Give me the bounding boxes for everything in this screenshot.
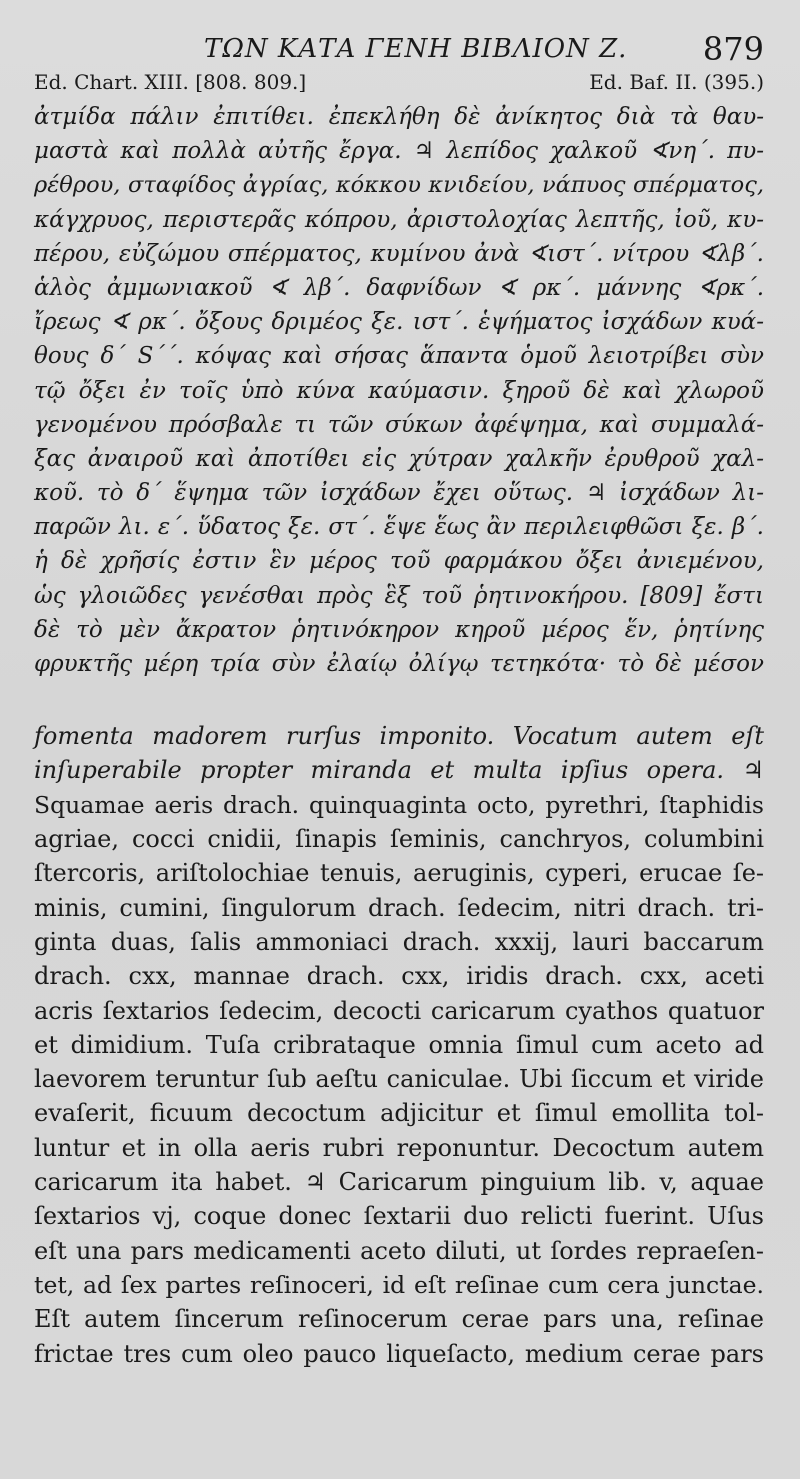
latin-italic-line: fomenta madorem rurſus imponito. Vocatum autem eſt — [34, 722, 764, 751]
greek-line: πέρου, εὐζώμου σπέρματος, κυμίνου ἀνὰ ∢ιστ΄. νίτρου ∢λβ΄. — [34, 240, 764, 267]
greek-line: τῷ ὄξει ἐν τοῖς ὑπὸ κύνα καύμασιν. ξηροῦ δὲ καὶ χλωροῦ — [34, 377, 764, 404]
latin-line: ginta duas, ſalis ammoniaci drach. xxxij, lauri baccarum — [34, 927, 764, 956]
latin-italic-line: inſuperabile propter miranda et multa ipſius opera. ♃ — [34, 756, 764, 785]
greek-line: ἡ δὲ χρῆσίς ἐστιν ἓν μέρος τοῦ φαρμάκου ὄξει ἀνιεμένου, — [34, 548, 764, 575]
latin-line: evaſerit, ficuum decoctum adjicitur et ſimul emollita tol- — [34, 1099, 764, 1128]
latin-line: luntur et in olla aeris rubri reponuntur. Decoctum autem — [34, 1133, 764, 1162]
latin-line: caricarum ita habet. ♃ Caricarum pinguium lib. v, aquae — [34, 1168, 764, 1197]
greek-line: γενομένου πρόσβαλε τι τῶν σύκων ἀφέψημα, καὶ συμμαλά- — [34, 411, 764, 438]
greek-line: δὲ τὸ μὲν ἄκρατον ῥητινόκηρον κηροῦ μέρος ἕν, ῥητίνης — [34, 616, 764, 643]
running-head — [34, 28, 764, 68]
greek-line: ἁλὸς ἀμμωνιακοῦ ∢ λβ΄. δαφνίδων ∢ ρκ΄. μάννης ∢ρκ΄. — [34, 274, 764, 301]
edition-right: Ed. Baf. II. (395.) — [589, 70, 764, 94]
latin-line: eſt una pars medicamenti aceto diluti, ut ſordes repraeſen- — [34, 1236, 764, 1265]
latin-text-block — [34, 719, 764, 1371]
greek-line: θους δ΄ S΄΄. κόψας καὶ σήσας ἅπαντα ὁμοῦ λειοτρίβει σὺν — [34, 343, 764, 370]
greek-line: ὡς γλοιῶδες γενέσθαι πρὸς ἓξ τοῦ ῥητινοκήρου. [809] ἔστι — [34, 582, 764, 609]
edition-left: Ed. Chart. XIII. [808. 809.] — [34, 70, 307, 94]
latin-line: ſtercoris, ariſtolochiae tenuis, aeruginis, cyperi, erucae ſe- — [34, 859, 764, 888]
greek-line: κάγχρυος, περιστερᾶς κόπρου, ἀριστολοχίας λεπτῆς, ἰοῦ, κυ- — [34, 206, 764, 233]
greek-line: μαστὰ καὶ πολλὰ αὐτῆς ἔργα. ♃ λεπίδος χαλκοῦ ∢νη΄. πυ- — [34, 138, 764, 165]
latin-line: drach. cxx, mannae drach. cxx, iridis drach. cxx, aceti — [34, 962, 764, 991]
greek-line: ξας ἀναιροῦ καὶ ἀποτίθει εἰς χύτραν χαλκῆν ἐρυθροῦ χαλ- — [34, 445, 764, 472]
greek-line: ἀτμίδα πάλιν ἐπιτίθει. ἐπεκλήθη δὲ ἀνίκητος διὰ τὰ θαυ- — [34, 104, 764, 130]
latin-line: ſextarios vj, coque donec ſextarii duo relicti fuerint. Uſus — [34, 1202, 764, 1231]
page-number: 879 — [702, 30, 764, 68]
latin-line: tet, ad ſex partes reſinoceri, id eſt reſinae cum cera junctae. — [34, 1270, 764, 1299]
greek-line: κοῦ. τὸ δ΄ ἕψημα τῶν ἰσχάδων ἔχει οὕτως. ♃ ἰσχάδων λι- — [34, 480, 764, 507]
latin-line: laevorem teruntur ſub aeſtu caniculae. Ubi ſiccum et viride — [34, 1065, 764, 1094]
column-divider-space — [34, 681, 764, 719]
latin-line: Eſt autem ſincerum reſinocerum cerae pars una, reſinae — [34, 1305, 764, 1334]
edition-line — [34, 70, 764, 96]
greek-text-block — [34, 100, 764, 681]
latin-line: acris ſextarios ſedecim, decocti caricarum cyathos quatuor — [34, 996, 764, 1025]
latin-line: et dimidium. Tuſa cribrataque omnia ſimul cum aceto ad — [34, 1030, 764, 1059]
greek-line: ρέθρου, σταφίδος ἀγρίας, κόκκου κνιδείου, νάπυος σπέρματος, — [34, 172, 764, 199]
latin-line: Squamae aeris drach. quinquaginta octo, pyrethri, ſtaphidis — [34, 790, 764, 819]
greek-line: παρῶν λι. ε΄. ὕδατος ξε. στ΄. ἕψε ἕως ἂν περιλειφθῶσι ξε. β΄. — [34, 514, 764, 541]
running-title: ΤΩΝ ΚΑΤΑ ΓΕΝΗ ΒΙΒΛΙΟΝ Ζ. — [204, 34, 628, 64]
latin-line: agriae, cocci cnidii, ſinapis ſeminis, canchryos, columbini — [34, 825, 764, 854]
greek-line: φρυκτῆς μέρη τρία σὺν ἐλαίῳ ὀλίγῳ τετηκότα· τὸ δὲ μέσον — [34, 651, 764, 677]
greek-line: ἴρεως ∢ ρκ΄. ὄξους δριμέος ξε. ιστ΄. ἑψήματος ἰσχάδων κυά- — [34, 309, 764, 336]
latin-line: minis, cumini, ſingulorum drach. ſedecim, nitri drach. tri- — [34, 893, 764, 922]
latin-line: frictae tres cum oleo pauco liqueſacto, medium cerae pars — [34, 1339, 764, 1368]
